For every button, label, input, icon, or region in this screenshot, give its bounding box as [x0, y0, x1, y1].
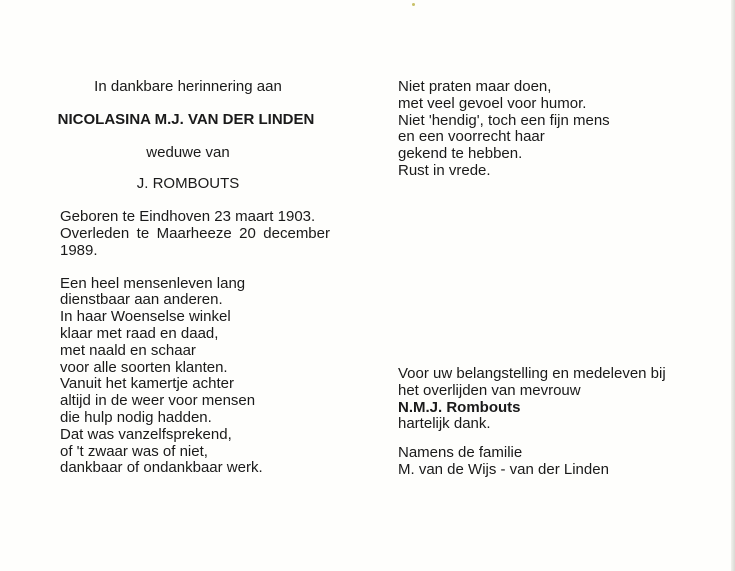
poem [60, 276, 330, 478]
verse-line: met veel gevoel voor humor. [398, 94, 587, 112]
intro-text: In dankbare herinnering aan [94, 78, 282, 95]
poem-line: Een heel mensenleven lang [60, 274, 246, 292]
right-column [398, 78, 698, 478]
death-text-line2: 1989. [60, 241, 98, 259]
verse [398, 79, 698, 180]
poem-line: die hulp nodig hadden. [60, 408, 212, 426]
widow-of-text: weduwe van [146, 143, 230, 161]
family-label: Namens de familie [398, 444, 523, 462]
thanks-line: het overlijden van mevrouw [398, 381, 581, 399]
verse-line: gekend te hebben. [398, 145, 523, 163]
spouse-name: J. ROMBOUTS [136, 175, 240, 193]
thanks-block [398, 366, 698, 479]
poem-line: Vanuit het kamertje achter [60, 375, 234, 393]
poem-line: dienstbaar aan anderen. [60, 291, 223, 309]
poem-line: of 't zwaar was of niet, [60, 442, 208, 460]
family-name: M. van de Wijs - van der Linden [398, 460, 609, 478]
poem-line: Dat was vanzelfsprekend, [60, 425, 232, 443]
thanks-line: Voor uw belangstelling en medeleven bij [398, 365, 666, 382]
verse-line: en een voorrecht haar [398, 128, 545, 146]
poem-line: dankbaar of ondankbaar werk. [60, 459, 263, 477]
speck [412, 3, 415, 6]
deceased-name: NICOLASINA M.J. VAN DER LINDEN [57, 110, 315, 128]
left-column [57, 78, 330, 477]
poem-line: In haar Woenselse winkel [60, 308, 231, 326]
poem-line: voor alle soorten klanten. [60, 358, 228, 376]
verse-line: Niet 'hendig', toch een fijn mens [398, 111, 610, 129]
thanks-name: N.M.J. Rombouts [398, 398, 521, 416]
card-edge [731, 0, 735, 571]
verse-line: Niet praten maar doen, [398, 78, 552, 95]
poem-line: klaar met raad en daad, [60, 324, 219, 342]
verse-line: Rust in vrede. [398, 161, 491, 179]
poem-line: met naald en schaar [60, 341, 196, 359]
thanks-line: hartelijk dank. [398, 415, 491, 433]
poem-line: altijd in de weer voor mensen [60, 392, 256, 410]
birth-text: Geboren te Eindhoven 23 maart 1903. [60, 208, 316, 226]
death-text-line1: Overleden te Maarheeze 20 december [60, 224, 330, 242]
